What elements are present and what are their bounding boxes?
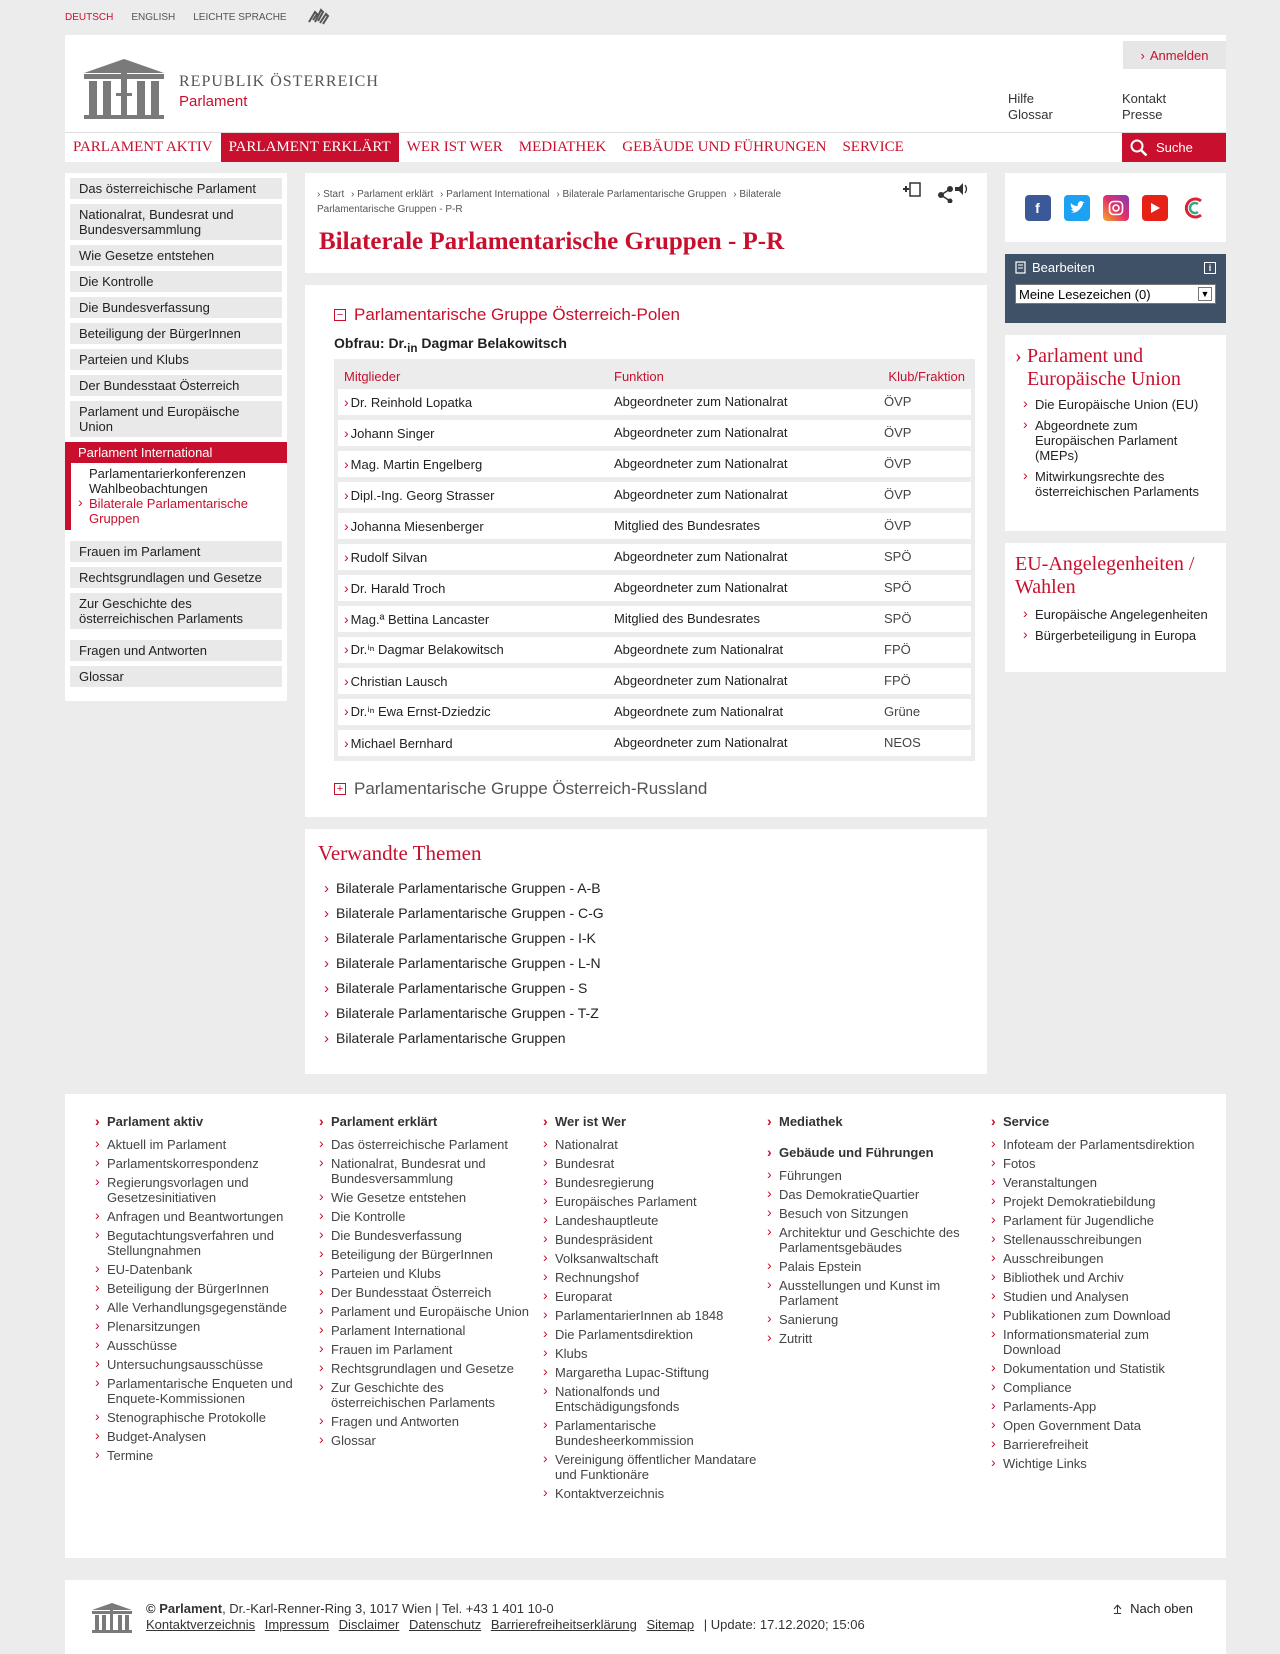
footer-link[interactable]: › Stenographische Protokolle <box>95 1410 309 1425</box>
footer-link[interactable]: › Begutachtungsverfahren und Stellungnahmen <box>95 1228 309 1258</box>
footer-link[interactable]: › Budget-Analysen <box>95 1429 309 1444</box>
footer-link[interactable]: › Plenarsitzungen <box>95 1319 309 1334</box>
copyright: © Parlament <box>146 1601 223 1616</box>
footer-link[interactable]: › Ausschreibungen <box>991 1251 1205 1266</box>
related-link[interactable]: › Bilaterale Parlamentarische Gruppen - C-G <box>318 901 974 926</box>
footer-link[interactable]: › Fragen und Antworten <box>319 1414 533 1429</box>
info-icon[interactable]: i <box>1204 262 1216 274</box>
footer-link[interactable]: › Das österreichische Parlament <box>319 1137 533 1152</box>
member-function: Abgeordneter zum Nationalrat <box>608 420 878 446</box>
footer-link[interactable]: › Stellenausschreibungen <box>991 1232 1205 1247</box>
footer-heading[interactable]: › Wer ist Wer <box>543 1114 757 1129</box>
member-name[interactable]: › Mag.ª Bettina Lancaster <box>338 606 608 632</box>
social-links <box>1005 173 1226 242</box>
member-row[interactable] <box>338 389 971 415</box>
member-function: Abgeordneter zum Nationalrat <box>608 544 878 570</box>
leftnav-item[interactable]: Rechtsgrundlagen und Gesetze <box>70 567 282 588</box>
footer-link[interactable]: Datenschutz <box>408 1617 482 1632</box>
member-function: Mitglied des Bundesrates <box>608 513 878 539</box>
member-name[interactable]: › Dr.ⁱⁿ Ewa Ernst-Dziedzic <box>338 699 608 725</box>
footer-heading[interactable]: › Parlament erklärt <box>319 1114 533 1129</box>
member-row[interactable] <box>338 637 971 663</box>
document-icon <box>1015 261 1026 274</box>
nav-service[interactable]: SERVICE <box>842 139 904 155</box>
leftnav-item[interactable]: Beteiligung der BürgerInnen <box>70 323 282 344</box>
sidebar-eu-card <box>1005 335 1226 531</box>
footer-link[interactable]: › Landeshauptleute <box>543 1213 757 1228</box>
breadcrumb-item[interactable]: Parlament International <box>446 189 550 200</box>
main-navigation <box>65 132 1226 162</box>
member-row[interactable] <box>338 699 971 725</box>
footer-link[interactable]: › Klubs <box>543 1346 757 1361</box>
footer-link[interactable]: › Aktuell im Parlament <box>95 1137 309 1152</box>
nav-parlament-aktiv[interactable]: PARLAMENT AKTIV <box>73 139 213 155</box>
leftnav-subitem[interactable]: Wahlbeobachtungen <box>89 481 208 496</box>
leftnav-item[interactable]: Frauen im Parlament <box>70 541 282 562</box>
member-name[interactable]: › Dr.ⁱⁿ Dagmar Belakowitsch <box>338 637 608 663</box>
leftnav-item[interactable]: Parteien und Klubs <box>70 349 282 370</box>
related-topics <box>305 829 987 1074</box>
leftnav-item[interactable]: Fragen und Antworten <box>70 640 282 661</box>
footer-link[interactable]: › Parlament und Europäische Union <box>319 1304 533 1319</box>
column-header[interactable]: Funktion <box>614 368 664 384</box>
footer-link[interactable]: › Frauen im Parlament <box>319 1342 533 1357</box>
search-button[interactable] <box>1122 133 1226 162</box>
footer-link[interactable]: › Die Parlamentsdirektion <box>543 1327 757 1342</box>
member-row[interactable] <box>338 668 971 694</box>
group-title: Parlamentarische Gruppe Österreich-Russland <box>354 778 708 798</box>
footer-link[interactable]: › Kontaktverzeichnis <box>543 1486 757 1501</box>
member-name[interactable]: › Johanna Miesenberger <box>338 513 608 539</box>
footer-link[interactable]: Barrierefreiheitserklärung <box>490 1617 637 1632</box>
leftnav-item[interactable]: Nationalrat, Bundesrat und Bundesversammlung <box>70 204 282 240</box>
footer-col <box>767 1114 991 1558</box>
site-header <box>65 35 1226 162</box>
member-function: Abgeordneter zum Nationalrat <box>608 482 878 508</box>
footer-col <box>319 1114 543 1558</box>
leftnav-item[interactable]: Parlament und Europäische Union <box>70 401 282 437</box>
footer-link[interactable]: › Besuch von Sitzungen <box>767 1206 981 1221</box>
footer-link[interactable]: › Compliance <box>991 1380 1205 1395</box>
member-row[interactable] <box>338 482 971 508</box>
member-club: ÖVP <box>878 389 971 415</box>
footer-link[interactable]: › Führungen <box>767 1168 981 1183</box>
footer-link[interactable]: › Parlaments-App <box>991 1399 1205 1414</box>
breadcrumb-item[interactable]: Start <box>323 189 345 200</box>
back-to-top[interactable]: Nach oben <box>1113 1601 1193 1616</box>
arrow-up-icon <box>1113 1604 1122 1614</box>
bookmarks-select-value: Meine Lesezeichen (0) <box>1019 286 1151 302</box>
footer-link[interactable]: Disclaimer <box>338 1617 400 1632</box>
chevron-down-icon: ▼ <box>1198 287 1212 301</box>
footer-link[interactable]: › Bundesrat <box>543 1156 757 1171</box>
breadcrumb-current: Bilaterale Parlamentarische Gruppen - P-R <box>317 189 782 215</box>
footer-link[interactable]: › Regierungsvorlagen und Gesetzesinitiativen <box>95 1175 309 1205</box>
group-header-polen[interactable] <box>334 305 958 325</box>
nav-parlament-erklaert[interactable]: PARLAMENT ERKLÄRT <box>221 133 399 162</box>
members-table <box>334 359 975 761</box>
footer-link[interactable]: › Parlament International <box>319 1323 533 1338</box>
sidebar-link[interactable]: › Die Europäische Union (EU) <box>1015 397 1216 412</box>
related-link[interactable]: › Bilaterale Parlamentarische Gruppen - S <box>318 976 974 1001</box>
leftnav-item[interactable]: Glossar <box>70 666 282 687</box>
footer-link[interactable]: › Europarat <box>543 1289 757 1304</box>
member-row[interactable] <box>338 420 971 446</box>
bottom-bar <box>65 1580 1226 1654</box>
twitter-icon[interactable] <box>1064 195 1090 221</box>
member-club: ÖVP <box>878 482 971 508</box>
member-club: FPÖ <box>878 668 971 694</box>
sidebar-eu-title[interactable]: › Parlament und Europäische Union <box>1015 345 1181 390</box>
footer-link[interactable]: › Untersuchungsausschüsse <box>95 1357 309 1372</box>
footer-link[interactable]: › Fotos <box>991 1156 1205 1171</box>
footer-link[interactable]: › Nationalrat, Bundesrat und Bundesversammlung <box>319 1156 533 1186</box>
member-club: SPÖ <box>878 544 971 570</box>
footer-link[interactable]: › ParlamentarierInnen ab 1848 <box>543 1308 757 1323</box>
member-row[interactable] <box>338 513 971 539</box>
breadcrumb-item[interactable]: Parlament erklärt <box>357 189 434 200</box>
member-row[interactable] <box>338 451 971 477</box>
footer-link[interactable]: › Architektur und Geschichte des Parlamentsgebäudes <box>767 1225 981 1255</box>
leftnav-item[interactable]: Zur Geschichte des österreichischen Parlaments <box>70 593 282 629</box>
footer-link[interactable]: › Veranstaltungen <box>991 1175 1205 1190</box>
footer-sitemap <box>65 1094 1226 1558</box>
footer-link[interactable]: › Barrierefreiheit <box>991 1437 1205 1452</box>
search-label: Suche <box>1156 140 1193 155</box>
sidebar-link[interactable]: › Europäische Angelegenheiten <box>1015 607 1216 622</box>
member-function: Abgeordneter zum Nationalrat <box>608 730 878 756</box>
footer-link[interactable]: › Wichtige Links <box>991 1456 1205 1471</box>
leftnav-subnav <box>65 463 282 530</box>
sidebar-link[interactable]: › Mitwirkungsrechte des österreichischen Parlaments <box>1015 469 1216 499</box>
footer-link[interactable]: › Anfragen und Beantwortungen <box>95 1209 309 1224</box>
contact-link[interactable]: Kontakt <box>1122 91 1167 106</box>
member-function: Abgeordneter zum Nationalrat <box>608 389 878 415</box>
leftnav-subitem[interactable]: Parlamentarierkonferenzen <box>89 466 246 481</box>
footer-link[interactable]: › Parlamentarische Enqueten und Enquete-Kommissionen <box>95 1376 309 1406</box>
edit-panel <box>1005 254 1226 323</box>
related-link[interactable]: › Bilaterale Parlamentarische Gruppen <box>318 1026 974 1051</box>
member-function: Abgeordneter zum Nationalrat <box>608 668 878 694</box>
member-club: Grüne <box>878 699 971 725</box>
nav-mediathek[interactable]: MEDIATHEK <box>518 139 607 155</box>
leftnav-item[interactable]: Wie Gesetze entstehen <box>70 245 282 266</box>
leftnav-item[interactable]: Der Bundesstaat Österreich <box>70 375 282 396</box>
footer-link[interactable]: › Glossar <box>319 1433 533 1448</box>
footer-link[interactable]: › Bundesregierung <box>543 1175 757 1190</box>
parliament-logo-icon <box>90 1601 134 1633</box>
footer-link[interactable]: › Parlament für Jugendliche <box>991 1213 1205 1228</box>
expand-icon: + <box>334 783 346 795</box>
leftnav-item[interactable]: Das österreichische Parlament <box>70 178 282 199</box>
footer-link[interactable]: › Projekt Demokratiebildung <box>991 1194 1205 1209</box>
member-row[interactable] <box>338 730 971 756</box>
title-card <box>305 173 987 273</box>
footer-link[interactable]: › Volksanwaltschaft <box>543 1251 757 1266</box>
footer-link[interactable]: › Publikationen zum Download <box>991 1308 1205 1323</box>
related-link[interactable]: › Bilaterale Parlamentarische Gruppen - I-K <box>318 926 974 951</box>
sign-language-icon[interactable] <box>305 6 331 29</box>
share-readaloud-icon[interactable] <box>937 181 971 203</box>
member-function: Abgeordnete zum Nationalrat <box>608 637 878 663</box>
update-date: | Update: 17.12.2020; 15:06 <box>703 1617 865 1632</box>
footer-link[interactable]: › Nationalrat <box>543 1137 757 1152</box>
footer-link[interactable]: › Bundespräsident <box>543 1232 757 1247</box>
footer-link[interactable]: › Nationalfonds und Entschädigungsfonds <box>543 1384 757 1414</box>
column-header[interactable]: Mitglieder <box>344 368 401 384</box>
footer-link[interactable]: › Parlamentarische Bundesheerkommission <box>543 1418 757 1448</box>
footer-link[interactable]: › Parlamentskorrespondenz <box>95 1156 309 1171</box>
member-club: ÖVP <box>878 451 971 477</box>
footer-link[interactable]: › Bibliothek und Archiv <box>991 1270 1205 1285</box>
group-header-russland[interactable] <box>334 779 958 799</box>
leftnav-item[interactable]: Die Bundesverfassung <box>70 297 282 318</box>
member-function: Abgeordneter zum Nationalrat <box>608 575 878 601</box>
footer-link[interactable]: › Margaretha Lupac-Stiftung <box>543 1365 757 1380</box>
footer-link[interactable]: › Der Bundesstaat Österreich <box>319 1285 533 1300</box>
footer-link[interactable]: › Ausstellungen und Kunst im Parlament <box>767 1278 981 1308</box>
instagram-icon[interactable] <box>1103 195 1129 221</box>
groups-card <box>305 285 987 817</box>
footer-link[interactable]: › Alle Verhandlungsgegenstände <box>95 1300 309 1315</box>
member-row[interactable] <box>338 544 971 570</box>
footer-col <box>543 1114 767 1558</box>
member-function: Abgeordnete zum Nationalrat <box>608 699 878 725</box>
glossary-link[interactable]: Glossar <box>1008 107 1053 122</box>
lang-english[interactable]: ENGLISH <box>131 12 176 23</box>
help-link[interactable]: Hilfe <box>1008 91 1035 106</box>
footer-link[interactable]: › Rechtsgrundlagen und Gesetze <box>319 1361 533 1376</box>
footer-heading[interactable]: › Mediathek <box>767 1114 981 1129</box>
footer-link[interactable]: › Wie Gesetze entstehen <box>319 1190 533 1205</box>
footer-link[interactable]: › Zutritt <box>767 1331 981 1346</box>
member-name[interactable]: › Johann Singer <box>338 420 608 446</box>
breadcrumb: › Start › Parlament erklärt › Parlament International › Bilaterale Parlamentarische Gruppen › Bilaterale Parlamentarische Gruppen - P-R <box>317 189 782 215</box>
member-club: ÖVP <box>878 420 971 446</box>
footer-link[interactable]: Kontaktverzeichnis <box>146 1617 256 1632</box>
footer-link[interactable]: › Sanierung <box>767 1312 981 1327</box>
member-name[interactable]: › Rudolf Silvan <box>338 544 608 570</box>
sidebar-link[interactable]: › Abgeordnete zum Europäischen Parlament (MEPs) <box>1015 418 1216 463</box>
footer-link[interactable]: Impressum <box>264 1617 330 1632</box>
footer-heading[interactable]: › Gebäude und Führungen <box>767 1145 981 1160</box>
left-navigation <box>65 173 287 701</box>
member-name[interactable]: › Christian Lausch <box>338 668 608 694</box>
footer-link[interactable]: › Infoteam der Parlamentsdirektion <box>991 1137 1205 1152</box>
member-name[interactable]: › Mag. Martin Engelberg <box>338 451 608 477</box>
footer-heading[interactable]: › Parlament aktiv <box>95 1114 309 1129</box>
footer-link[interactable]: › Rechnungshof <box>543 1270 757 1285</box>
member-function: Abgeordneter zum Nationalrat <box>608 451 878 477</box>
member-club: SPÖ <box>878 606 971 632</box>
collapse-icon: − <box>334 309 346 321</box>
related-link[interactable]: › Bilaterale Parlamentarische Gruppen - A-B <box>318 876 974 901</box>
bookmark-add-icon[interactable] <box>901 181 923 199</box>
footer-link[interactable]: › Studien und Analysen <box>991 1289 1205 1304</box>
footer-link[interactable]: Sitemap <box>646 1617 695 1632</box>
language-bar <box>65 0 331 35</box>
footer-link[interactable]: › Palais Epstein <box>767 1259 981 1274</box>
footer-link[interactable]: › Open Government Data <box>991 1418 1205 1433</box>
breadcrumb-item[interactable]: Bilaterale Parlamentarische Gruppen <box>562 189 727 200</box>
facebook-icon[interactable]: f <box>1025 195 1051 221</box>
member-club: SPÖ <box>878 575 971 601</box>
footer-heading[interactable]: › Service <box>991 1114 1205 1129</box>
member-club: FPÖ <box>878 637 971 663</box>
footer-col <box>95 1114 319 1558</box>
sidebar-eu-affairs-title[interactable]: EU-Angelegenheiten / Wahlen <box>1015 553 1195 598</box>
footer-link[interactable]: › Europäisches Parlament <box>543 1194 757 1209</box>
column-header[interactable]: Klub/Fraktion <box>888 368 965 384</box>
footer-link[interactable]: › Die Bundesverfassung <box>319 1228 533 1243</box>
footer-link[interactable]: › Vereinigung öffentlicher Mandatare und Funktionäre <box>543 1452 757 1482</box>
footer-link[interactable]: › Termine <box>95 1448 309 1463</box>
site-logo[interactable] <box>79 55 379 119</box>
lang-deutsch[interactable]: DEUTSCH <box>65 12 114 23</box>
group-title: Parlamentarische Gruppe Österreich-Polen <box>354 305 680 324</box>
footer-link[interactable]: › Zur Geschichte des österreichischen Parlaments <box>319 1380 533 1410</box>
login-label: Anmelden <box>1149 47 1209 63</box>
address: , Dr.-Karl-Renner-Ring 3, 1017 Wien | Tel. +43 1 401 10-0 <box>222 1601 554 1616</box>
demokratie-webradio-icon[interactable] <box>1181 195 1207 221</box>
leftnav-subitem-current[interactable]: › Bilaterale Parlamentarische Gruppen <box>89 496 282 526</box>
leftnav-item-active[interactable]: Parlament International <box>65 442 287 463</box>
related-title: Verwandte Themen <box>318 841 482 865</box>
member-function: Mitglied des Bundesrates <box>608 606 878 632</box>
member-club: NEOS <box>878 730 971 756</box>
sidebar-link[interactable]: › Bürgerbeteiligung in Europa <box>1015 628 1216 643</box>
member-name[interactable]: › Dr. Reinhold Lopatka <box>338 389 608 415</box>
footer-link[interactable]: › Ausschüsse <box>95 1338 309 1353</box>
sidebar-eu-affairs-card <box>1005 543 1226 672</box>
logo-line2: Parlament <box>179 92 248 110</box>
bookmarks-select[interactable] <box>1015 284 1216 304</box>
lang-leichte-sprache[interactable]: LEICHTE SPRACHE <box>193 12 287 23</box>
login-button[interactable]: › Anmelden <box>1123 41 1226 69</box>
search-icon <box>1130 139 1148 157</box>
footer-col <box>991 1114 1215 1558</box>
leftnav-item[interactable]: Die Kontrolle <box>70 271 282 292</box>
footer-link[interactable]: › Das DemokratieQuartier <box>767 1187 981 1202</box>
parliament-building-icon <box>79 55 169 119</box>
logo-line1: REPUBLIK ÖSTERREICH <box>179 72 379 90</box>
nav-wer-ist-wer[interactable]: WER IST WER <box>406 139 503 155</box>
press-link[interactable]: Presse <box>1122 107 1163 122</box>
footer-link[interactable]: › Parteien und Klubs <box>319 1266 533 1281</box>
related-link[interactable]: › Bilaterale Parlamentarische Gruppen - L-N <box>318 951 974 976</box>
page-title: Bilaterale Parlamentarische Gruppen - P-R <box>319 228 785 255</box>
footer-link[interactable]: › EU-Datenbank <box>95 1262 309 1277</box>
member-club: ÖVP <box>878 513 971 539</box>
youtube-icon[interactable] <box>1142 195 1168 221</box>
related-link[interactable]: › Bilaterale Parlamentarische Gruppen - T-Z <box>318 1001 974 1026</box>
nav-gebaeude[interactable]: GEBÄUDE UND FÜHRUNGEN <box>622 139 827 155</box>
edit-label: Bearbeiten <box>1032 260 1095 275</box>
footer-link[interactable]: › Dokumentation und Statistik <box>991 1361 1205 1376</box>
member-row[interactable] <box>338 575 971 601</box>
member-name[interactable]: › Dr. Harald Troch <box>338 575 608 601</box>
footer-link[interactable]: › Beteiligung der BürgerInnen <box>95 1281 309 1296</box>
member-name[interactable]: › Dipl.-Ing. Georg Strasser <box>338 482 608 508</box>
footer-link[interactable]: › Die Kontrolle <box>319 1209 533 1224</box>
member-name[interactable]: › Michael Bernhard <box>338 730 608 756</box>
member-row[interactable] <box>338 606 971 632</box>
footer-link[interactable]: › Beteiligung der BürgerInnen <box>319 1247 533 1262</box>
group-chair: Obfrau: $Dr._{in}$ Dagmar Belakowitsch <box>334 335 567 355</box>
footer-link[interactable]: › Informationsmaterial zum Download <box>991 1327 1205 1357</box>
